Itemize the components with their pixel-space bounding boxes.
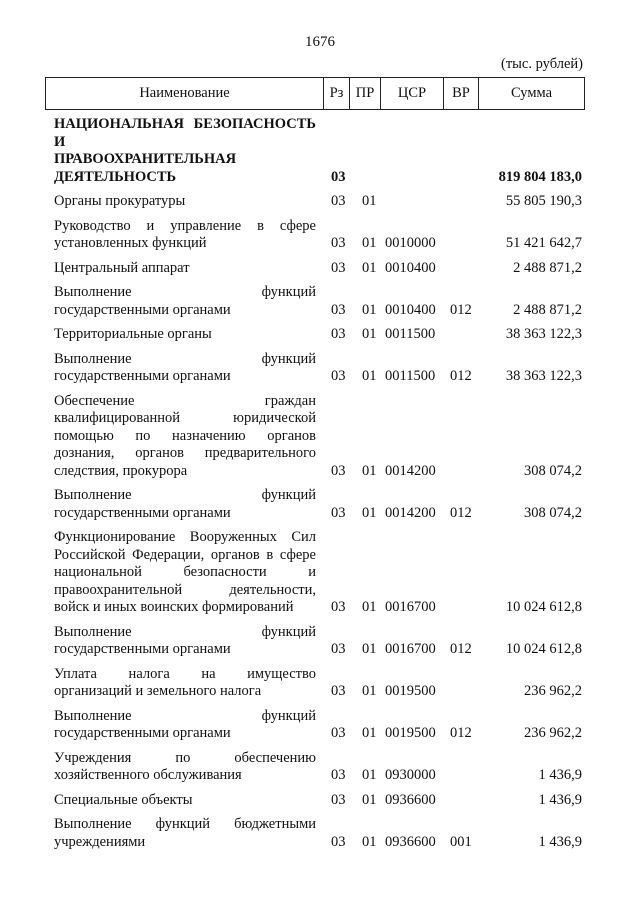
row-rz: 03 <box>331 641 346 657</box>
row-pr: 01 <box>362 504 377 521</box>
row-rz: 03 <box>331 326 346 342</box>
row-sum: 2 488 871,2 <box>513 301 582 318</box>
row-name-line: НАЦИОНАЛЬНАЯ БЕЗОПАСНОСТЬ И <box>54 116 316 150</box>
row-name-line: Выполнение функций <box>54 284 316 300</box>
table-row <box>54 260 582 278</box>
row-vr: 001 <box>450 833 472 850</box>
row-sum: 236 962,2 <box>524 683 582 699</box>
row-rz: 03 <box>331 504 346 521</box>
row-name-line: дознания, органов предварительного <box>54 445 316 461</box>
row-name <box>54 816 316 851</box>
row-name-line: государственными органами <box>54 368 231 384</box>
row-rz: 03 <box>331 599 346 615</box>
row-csr: 0019500 <box>385 725 436 741</box>
row-name <box>54 750 316 785</box>
header-csr: ЦСР <box>381 78 444 109</box>
row-name <box>54 666 316 701</box>
row-csr: 0936600 <box>385 791 436 808</box>
row-name <box>54 116 316 186</box>
row-sum: 2 488 871,2 <box>513 259 582 276</box>
table-row <box>54 284 582 319</box>
row-csr: 0010000 <box>385 235 436 251</box>
row-vr: 012 <box>450 301 472 318</box>
row-sum: 236 962,2 <box>524 725 582 741</box>
row-sum: 55 805 190,3 <box>505 193 582 209</box>
row-rz: 03 <box>331 168 346 185</box>
row-csr: 0016700 <box>385 599 436 615</box>
row-sum: 1 436,9 <box>538 767 582 783</box>
row-pr: 01 <box>362 193 377 209</box>
row-sum: 38 363 122,3 <box>505 368 582 384</box>
row-name <box>54 624 316 659</box>
row-name-line: правоохранительной деятельности, <box>54 581 316 598</box>
row-pr: 01 <box>362 259 377 276</box>
table-row <box>54 529 582 617</box>
row-name-line: установленных функций <box>54 235 207 251</box>
row-name <box>54 284 316 319</box>
row-name-line: Уплата налога на имущество <box>54 665 316 682</box>
table-row <box>54 792 582 810</box>
table-row <box>54 218 582 253</box>
row-name <box>54 260 316 278</box>
row-name-line: Выполнение функций <box>54 487 316 503</box>
row-name-line: Учреждения по обеспечению <box>54 749 316 766</box>
row-csr: 0930000 <box>385 767 436 783</box>
row-name-line: Территориальные органы <box>54 326 212 342</box>
row-pr: 01 <box>362 326 377 342</box>
row-sum: 51 421 642,7 <box>505 235 582 251</box>
row-name <box>54 529 316 617</box>
row-name-line: Функционирование Вооруженных Сил <box>54 529 316 545</box>
row-pr: 01 <box>362 725 377 741</box>
table-row <box>54 393 582 481</box>
table-row <box>54 666 582 701</box>
row-csr: 0936600 <box>385 833 436 850</box>
row-csr: 0011500 <box>385 368 436 384</box>
row-name-line: ПРАВООХРАНИТЕЛЬНАЯ <box>54 151 237 167</box>
row-name-line: квалифицированной юридической <box>54 410 316 426</box>
row-rz: 03 <box>331 725 346 741</box>
row-name-line: Выполнение функций <box>54 707 316 724</box>
row-name-line: следствия, прокурора <box>54 462 188 479</box>
row-sum: 819 804 183,0 <box>498 168 582 185</box>
row-rz: 03 <box>331 301 346 318</box>
table-row <box>54 487 582 522</box>
row-name-line: государственными органами <box>54 725 231 741</box>
row-rz: 03 <box>331 462 346 479</box>
row-name <box>54 218 316 253</box>
table-row <box>54 351 582 386</box>
row-name-line: Выполнение функций <box>54 350 316 367</box>
row-rz: 03 <box>331 833 346 850</box>
row-name-line: Руководство и управление в сфере <box>54 217 316 234</box>
row-pr: 01 <box>362 683 377 699</box>
row-name-line: организаций и земельного налога <box>54 683 262 699</box>
row-pr: 01 <box>362 235 377 251</box>
row-sum: 1 436,9 <box>538 833 582 850</box>
row-name-line: Обеспечение граждан <box>54 392 316 409</box>
row-rz: 03 <box>331 235 346 251</box>
row-name-line: Выполнение функций <box>54 623 316 640</box>
row-name <box>54 708 316 743</box>
header-rz: Рз <box>324 78 350 109</box>
row-rz: 03 <box>331 791 346 808</box>
row-sum: 10 024 612,8 <box>505 599 582 615</box>
page-number: 1676 <box>305 34 335 50</box>
table-header <box>45 77 585 110</box>
row-pr: 01 <box>362 767 377 783</box>
row-vr: 012 <box>450 368 472 384</box>
units-label: (тыс. рублей) <box>501 56 583 72</box>
row-sum: 308 074,2 <box>524 504 582 521</box>
row-name-line: государственными органами <box>54 504 231 521</box>
table-body <box>54 116 582 858</box>
row-vr: 012 <box>450 641 472 657</box>
row-name <box>54 792 316 810</box>
row-name <box>54 393 316 481</box>
row-name-line: хозяйственного обслуживания <box>54 767 242 783</box>
row-csr: 0014200 <box>385 504 436 521</box>
row-csr: 0010400 <box>385 259 436 276</box>
row-name-line: Органы прокуратуры <box>54 193 186 209</box>
row-name <box>54 487 316 522</box>
row-name-line: войск и иных воинских формирований <box>54 599 294 615</box>
row-sum: 1 436,9 <box>538 791 582 808</box>
row-csr: 0016700 <box>385 641 436 657</box>
row-name-line: помощью по назначению органов <box>54 427 316 444</box>
row-pr: 01 <box>362 791 377 808</box>
row-rz: 03 <box>331 683 346 699</box>
row-name-line: государственными органами <box>54 301 231 318</box>
row-name-line: Выполнение функций бюджетными <box>54 816 316 832</box>
row-pr: 01 <box>362 833 377 850</box>
table-row <box>54 326 582 344</box>
row-rz: 03 <box>331 259 346 276</box>
table-row <box>54 193 582 211</box>
row-csr: 0010400 <box>385 301 436 318</box>
table-row <box>54 708 582 743</box>
row-pr: 01 <box>362 641 377 657</box>
row-vr: 012 <box>450 725 472 741</box>
row-name-line: Центральный аппарат <box>54 259 190 276</box>
row-name-line: Специальные объекты <box>54 791 193 808</box>
header-name: Наименование <box>46 78 324 109</box>
table-row <box>54 816 582 851</box>
row-csr: 0011500 <box>385 326 436 342</box>
table-row <box>54 750 582 785</box>
header-pr: ПР <box>350 78 381 109</box>
row-rz: 03 <box>331 767 346 783</box>
header-sum: Сумма <box>510 85 553 101</box>
row-csr: 0014200 <box>385 462 436 479</box>
row-sum: 38 363 122,3 <box>505 326 582 342</box>
row-sum: 308 074,2 <box>524 462 582 479</box>
row-name <box>54 193 316 211</box>
row-rz: 03 <box>331 368 346 384</box>
row-csr: 0019500 <box>385 683 436 699</box>
row-pr: 01 <box>362 301 377 318</box>
row-vr: 012 <box>450 504 472 521</box>
header-vr: ВР <box>444 78 479 109</box>
row-name-line: ДЕЯТЕЛЬНОСТЬ <box>54 168 177 185</box>
row-name-line: национальной безопасности и <box>54 564 316 580</box>
row-rz: 03 <box>331 193 346 209</box>
row-sum: 10 024 612,8 <box>505 641 582 657</box>
row-name <box>54 351 316 386</box>
row-pr: 01 <box>362 462 377 479</box>
row-pr: 01 <box>362 368 377 384</box>
row-pr: 01 <box>362 599 377 615</box>
row-name-line: учреждениями <box>54 833 146 850</box>
row-name-line: Российской Федерации, органов в сфере <box>54 546 316 563</box>
row-name <box>54 326 316 344</box>
table-row <box>54 116 582 186</box>
row-name-line: государственными органами <box>54 641 231 657</box>
table-row <box>54 624 582 659</box>
